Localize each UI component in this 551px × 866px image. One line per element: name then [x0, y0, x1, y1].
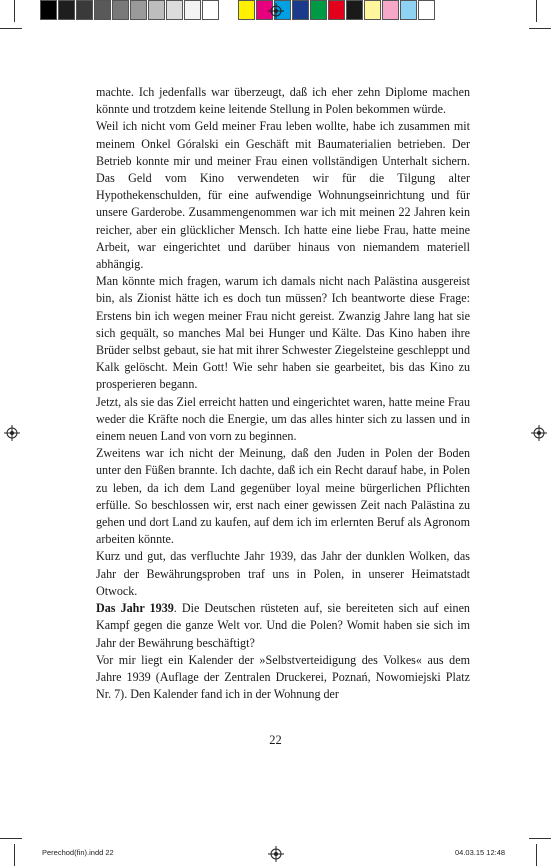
paragraph-text: . Die Deutschen rüsteten auf, sie bereiteten sich auf einen Kampf gegen die ganze Welt vor. Und die Polen? Womit haben sie sich im Jahr der Bewährung beschäftigt? — [96, 601, 470, 650]
paragraph: Zweitens war ich nicht der Meinung, daß den Juden in Polen der Boden unter den Füßen brannte. Ich dachte, daß ich ein Recht darauf habe, in Polen zu leben, da ich dem Land gegenüber loyal meine bürgerlichen Pflichten erfülle. So beschlossen wir, erst nach einer gewissen Zeit nach Palästina zu gehen und dort Land zu kaufen, auf dem ich im erlernten Beruf als Agronom arbeiten könnte. — [96, 446, 470, 547]
registration-mark-icon — [4, 425, 20, 441]
gray-swatch — [202, 0, 219, 20]
gray-swatch-strip — [40, 0, 220, 20]
paragraph: Kurz und gut, das verfluchte Jahr 1939, das Jahr der dunklen Wolken, das Jahr der Bewährungsproben traf uns in Polen, in unserer Heimatstadt Otwock. — [96, 549, 470, 598]
paragraph: Vor mir liegt ein Kalender der »Selbstverteidigung des Volkes« aus dem Jahre 1939 (Auflage der Zentralen Druckerei, Poznań, Nowomiejski Platz Nr. 7). Den Kalender fand ich in der Wohnung der — [96, 652, 470, 702]
color-calibration-bar — [40, 0, 436, 20]
crop-mark-top-right-h — [529, 28, 551, 29]
gray-swatch — [166, 0, 183, 20]
color-swatch — [346, 0, 363, 20]
gray-swatch — [184, 0, 201, 20]
crop-mark-top-right — [536, 0, 537, 22]
gray-swatch — [40, 0, 57, 20]
crop-mark-top-left — [14, 0, 15, 22]
color-swatch — [364, 0, 381, 20]
gray-swatch — [148, 0, 165, 20]
paragraph: Weil ich nicht vom Geld meiner Frau leben wollte, habe ich zusammen mit meinem Onkel Góralski ein Geschäft mit Baumaterialien betrieben. Der Betrieb konnte mir und meiner Frau einen vollständigen Unterhalt sichern. Das Geld vom Kino verwendeten wir für die Tilgung alter Hypothekenschulden, für eine aufwendige Wohnungseinrichtung und für unsere Garderobe. Zusammengenommen war ich mit meinen 22 Jahren kein reicher, aber ein glücklicher Mensch. Ich hatte eine liebe Frau, hatte meine Arbeit, war eingerichtet und darüber hinaus von niemandem materiell abhängig. — [96, 119, 470, 272]
paragraph: Man könnte mich fragen, warum ich damals nicht nach Palästina ausgereist bin, als Zionist hätte ich es doch tun müssen? Ich beantworte diese Frage: Erstens bin ich wegen meiner Frau nicht gereist. Zwanzig Jahre lang hat sie sich gequält, so manches Mal bei Hunger und Kälte. Das Kino haben ihre Brüder selbst gebaut, sie hat mit ihrer Schwester Ziegelsteine geschleppt und Kalk gelöscht. Mein Gott! Wie sehr haben sie gearbeitet, bis das Kino zu prosperieren begann. — [96, 274, 470, 392]
gray-swatch — [94, 0, 111, 20]
color-swatch — [328, 0, 345, 20]
crop-mark-bottom-right-h — [529, 838, 551, 839]
color-swatch — [238, 0, 255, 20]
crop-mark-bottom-left-h — [0, 838, 22, 839]
gray-swatch — [76, 0, 93, 20]
body-text — [96, 84, 470, 703]
footer-file-info: Perechod(fin).indd 22 — [42, 848, 114, 857]
paragraph: Jetzt, als sie das Ziel erreicht hatten und eingerichtet waren, hatte meine Frau weder die Kräfte noch die Energie, um das alles hinter sich zu lassen und in einem neuen Land von vorn zu beginnen. — [96, 394, 470, 444]
color-swatch — [382, 0, 399, 20]
gray-swatch — [112, 0, 129, 20]
color-swatch — [418, 0, 435, 20]
crop-mark-top-left-h — [0, 28, 22, 29]
gray-swatch — [58, 0, 75, 20]
page-number: 22 — [269, 733, 282, 747]
paragraph — [96, 600, 470, 652]
crop-mark-bottom-left — [14, 844, 15, 866]
section-heading: Das Jahr 1939 — [96, 601, 174, 616]
registration-mark-icon — [268, 846, 284, 862]
footer-datetime: 04.03.15 12:48 — [455, 848, 506, 857]
color-swatch — [310, 0, 327, 20]
registration-mark-icon — [268, 3, 284, 19]
gray-swatch — [130, 0, 147, 20]
color-swatch — [292, 0, 309, 20]
paragraph: machte. Ich jedenfalls war überzeugt, daß ich eher zehn Diplome machen könnte und trotzdem keine leitende Stellung in Polen bekommen würde. — [96, 85, 470, 117]
registration-mark-icon — [531, 425, 547, 441]
color-swatch — [400, 0, 417, 20]
crop-mark-bottom-right — [536, 844, 537, 866]
